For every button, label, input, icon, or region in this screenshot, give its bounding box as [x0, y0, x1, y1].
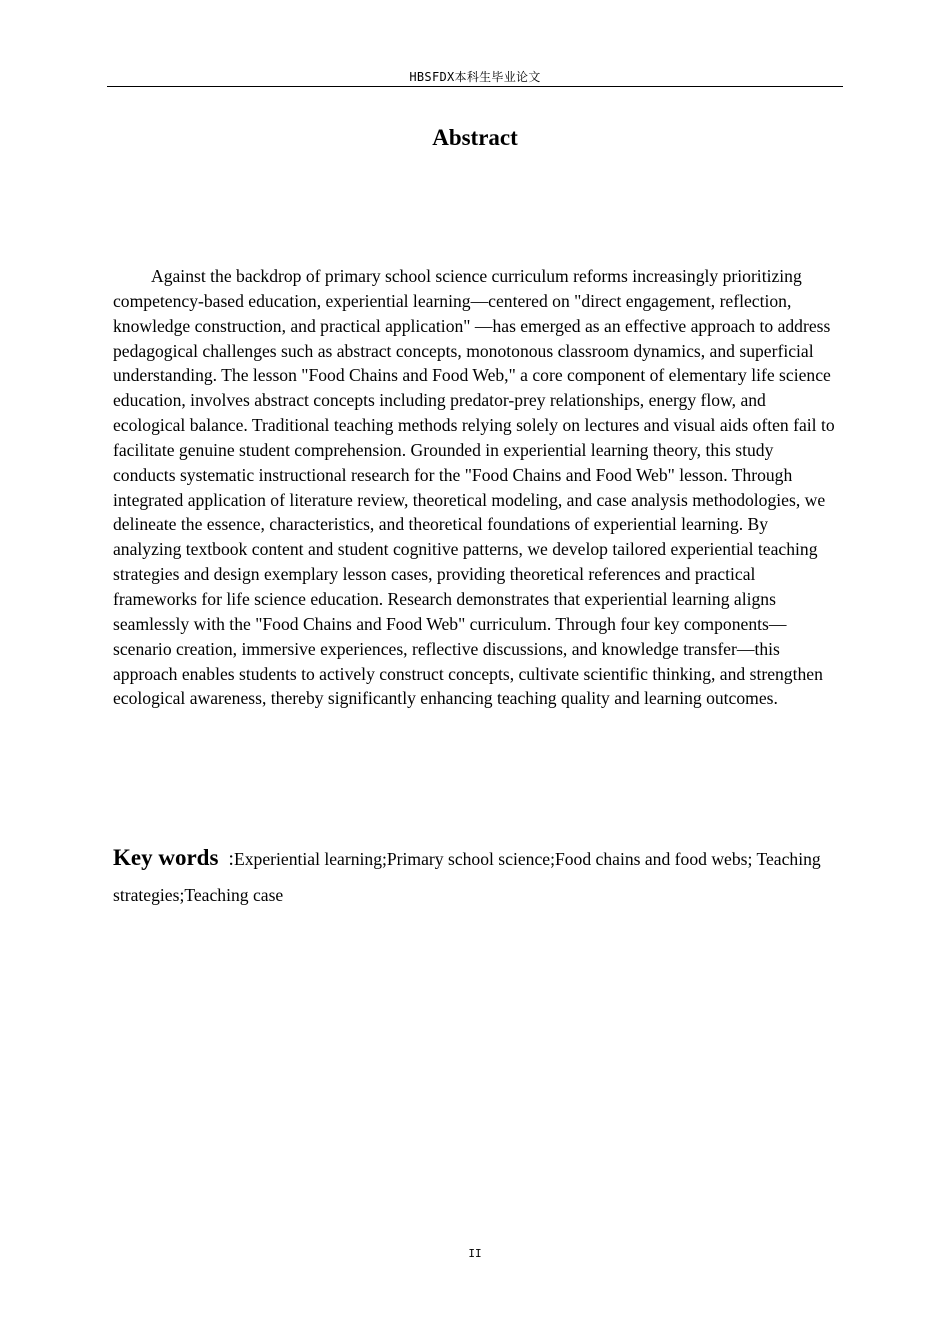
keywords-text: Experiential learning;Primary school science;Food chains and food webs; Teaching strategies;Teaching case — [113, 849, 821, 905]
abstract-body: Against the backdrop of primary school science curriculum reforms increasingly prioritizing competency-based education, experiential learning—centered on "direct engagement, reflection, knowledge construction, and practical application" —has emerged as an effective approach to address pedagogical challenges such as abstract concepts, monotonous classroom dynamics, and superficial understanding. The lesson "Food Chains and Food Web," a core component of elementary life science education, involves abstract concepts including predator-prey relationships, energy flow, and ecological balance. Traditional teaching methods relying solely on lectures and visual aids often fail to facilitate genuine student comprehension. Grounded in experiential learning theory, this study conducts systematic instructional research for the "Food Chains and Food Web" lesson. Through integrated application of literature review, theoretical modeling, and case analysis methodologies, we delineate the essence, characteristics, and theoretical foundations of experiential learning. By analyzing textbook content and student cognitive patterns, we develop tailored experiential teaching strategies and design exemplary lesson cases, providing theoretical references and practical frameworks for life science education. Research demonstrates that experiential learning aligns seamlessly with the "Food Chains and Food Web" curriculum. Through four key components—scenario creation, immersive experiences, reflective discussions, and knowledge transfer—this approach enables students to actively construct concepts, cultivate scientific thinking, and strengthen ecological awareness, thereby significantly enhancing teaching quality and learning outcomes. — [113, 266, 835, 709]
page-number: II — [468, 1247, 482, 1260]
abstract-title: Abstract — [432, 125, 518, 150]
keywords-label: Key words — [113, 845, 219, 870]
running-header: HBSFDX本科生毕业论文 — [409, 70, 541, 84]
keywords-separator: : — [228, 848, 234, 870]
keywords-line — [113, 840, 839, 913]
header-rule — [107, 86, 843, 87]
